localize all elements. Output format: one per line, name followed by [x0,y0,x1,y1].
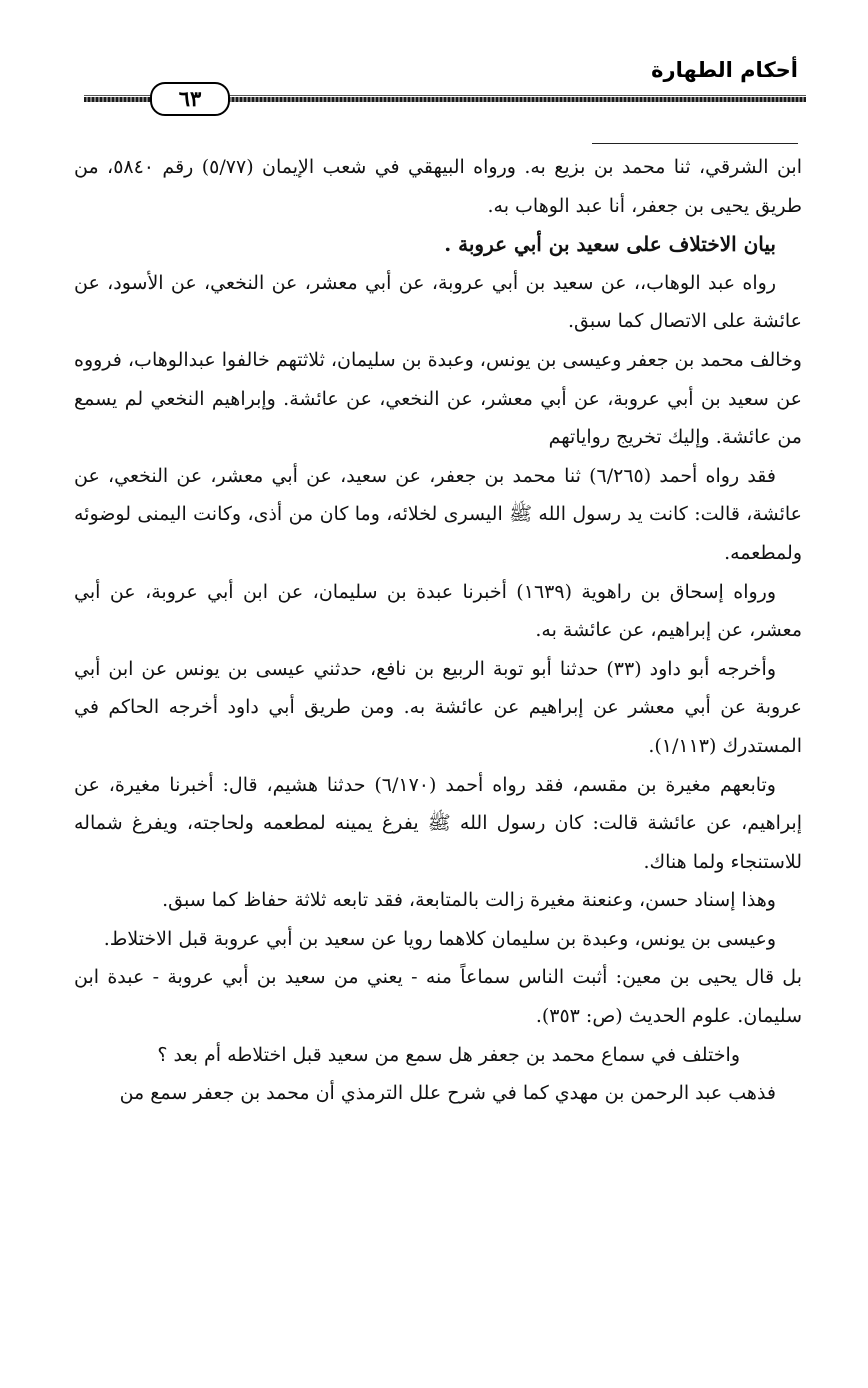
paragraph: واختلف في سماع محمد بن جعفر هل سمع من سعيد قبل اختلاطه أم بعد ؟ [157,1043,740,1066]
paragraph: وخالف محمد بن جعفر وعيسى بن يونس، وعبدة بن سليمان، ثلاثتهم خالفوا عبدالوهاب، فرووه عن سعيد بن أبي عروبة، عن أبي معشر، عن النخعي، عن عائشة. وإبراهيم النخعي لم يسمع من عائشة. وإليك تخريج رواياتهم [74,348,802,449]
paragraph: وعيسى بن يونس، وعبدة بن سليمان كلاهما رويا عن سعيد بن أبي عروبة قبل الاختلاط. [103,927,776,950]
page-number: ٦٣ [150,82,230,116]
paragraph: رواه عبد الوهاب،، عن سعيد بن أبي عروبة، عن أبي معشر، عن النخعي، عن الأسود، عن عائشة على الاتصال كما سبق. [74,271,802,333]
paragraph: فقد رواه أحمد (٦/٢٦٥) ثنا محمد بن جعفر، عن سعيد، عن أبي معشر، عن النخعي، عن عائشة، قالت: كانت يد رسول الله ﷺ اليسرى لخلائه، وما كان من أذى، وكانت اليمنى لوضوئه ولمطعمه. [74,464,802,564]
footnote-separator [592,143,798,144]
page-body [74,148,802,1113]
paragraph: بل قال يحيى بن معين: أثبت الناس سماعاً منه - يعني من سعيد بن أبي عروبة - عبدة ابن سليمان. علوم الحديث (ص: ٣٥٣). [74,966,802,1028]
paragraph: فذهب عبد الرحمن بن مهدي كما في شرح علل الترمذي أن محمد بن جعفر سمع من [119,1082,776,1105]
paragraph-continuation: ابن الشرقي، ثنا محمد بن بزيع به. ورواه البيهقي في شعب الإيمان (٥/٧٧) رقم ٥٨٤٠، من طريق يحيى بن جعفر، أنا عبد الوهاب به. [74,156,802,217]
running-title: أحكام الطهارة [651,58,798,82]
paragraph: وهذا إسناد حسن، وعنعنة مغيرة زالت بالمتابعة، فقد تابعه ثلاثة حفاظ كما سبق. [162,889,776,912]
paragraph: وأخرجه أبو داود (٣٣) حدثنا أبو توبة الربيع بن نافع، حدثني عيسى بن يونس عن ابن أبي عروبة عن أبي معشر عن إبراهيم عن عائشة به. ومن طريق أبي داود أخرجه الحاكم في المستدرك (١/١١٣). [74,657,802,757]
section-heading: بيان الاختلاف على سعيد بن أبي عروبة . [444,232,776,257]
paragraph: ورواه إسحاق بن راهوية (١٦٣٩) أخبرنا عبدة بن سليمان، عن ابن أبي عروبة، عن أبي معشر، عن إبراهيم، عن عائشة به. [74,580,802,642]
paragraph: وتابعهم مغيرة بن مقسم، فقد رواه أحمد (٦/١٧٠) حدثنا هشيم، قال: أخبرنا مغيرة، عن إبراهيم، عن عائشة قالت: كان رسول الله ﷺ يفرغ يمينه لمطعمه ولحاجته، ويفرغ شماله للاستنجاء ولما هناك. [74,773,802,873]
